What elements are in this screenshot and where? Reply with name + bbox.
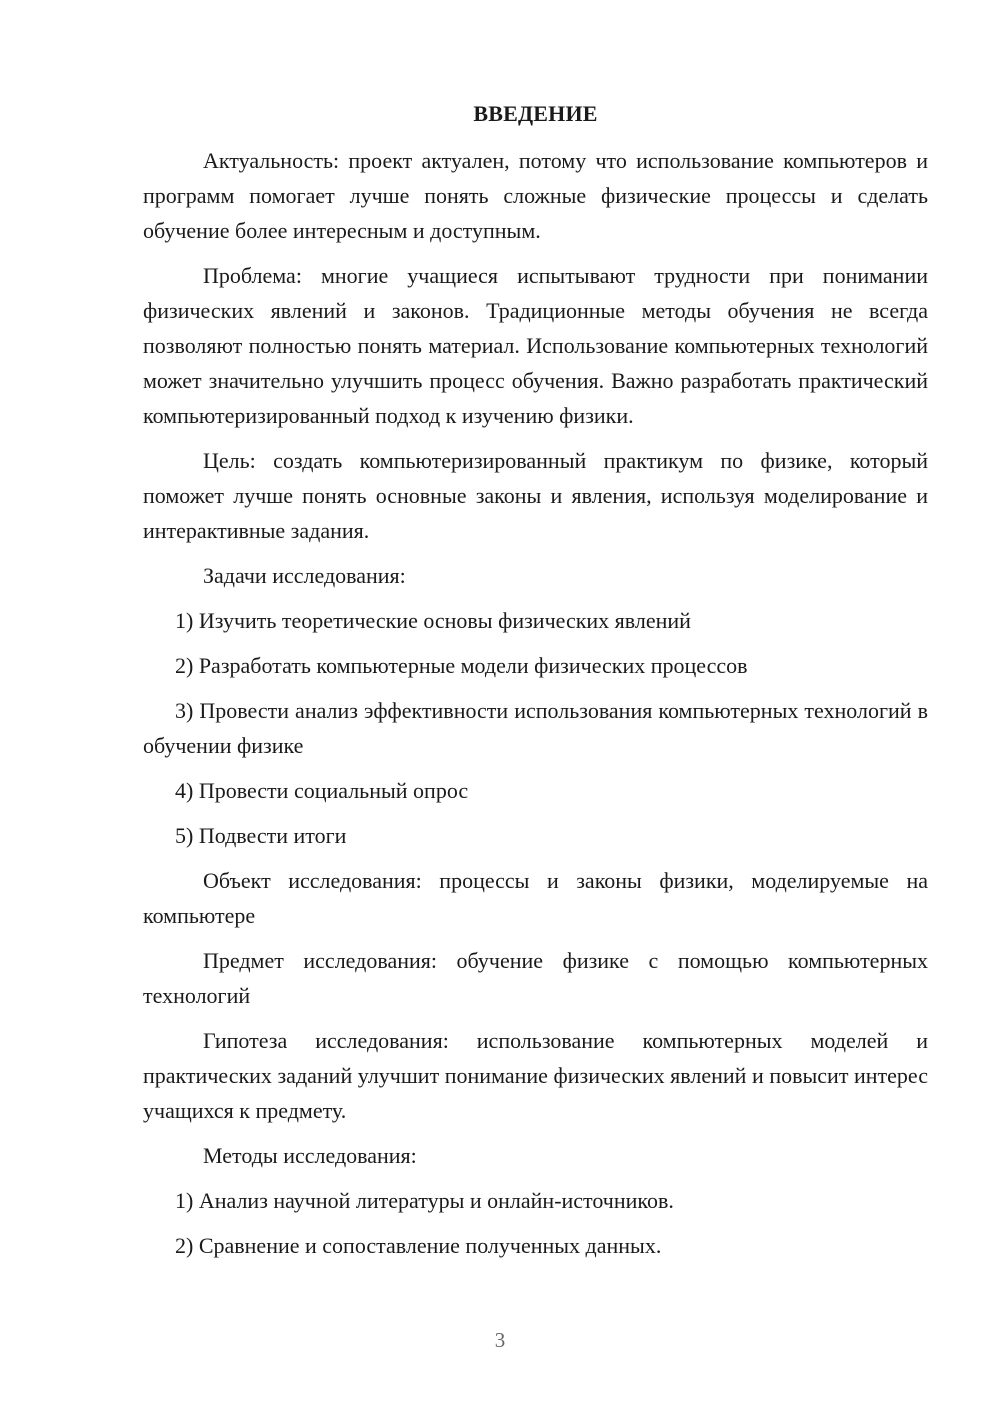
hypothesis-paragraph: Гипотеза исследования: использование компьютерных моделей и практических заданий улучшит понимание физических явлений и повысит интерес учащихся к предмету. <box>143 1028 928 1123</box>
task-item-4: 4) Провести социальный опрос <box>175 778 469 803</box>
method-item-2: 2) Сравнение и сопоставление полученных данных. <box>175 1233 662 1258</box>
methods-heading: Методы исследования: <box>203 1143 417 1168</box>
page-number: 3 <box>494 1328 506 1352</box>
goal-paragraph: Цель: создать компьютеризированный практикум по физике, который поможет лучше понять основные законы и явления, используя моделирование и интерактивные задания. <box>143 448 928 543</box>
task-item-5: 5) Подвести итоги <box>175 823 347 848</box>
task-item-3: 3) Провести анализ эффективности использования компьютерных технологий в обучении физике <box>143 698 928 758</box>
task-item-1: 1) Изучить теоретические основы физических явлений <box>175 608 691 633</box>
object-paragraph: Объект исследования: процессы и законы физики, моделируемые на компьютере <box>143 868 928 928</box>
section-title: ВВЕДЕНИЕ <box>473 101 598 126</box>
task-item-2: 2) Разработать компьютерные модели физических процессов <box>175 653 748 678</box>
relevance-paragraph: Актуальность: проект актуален, потому что использование компьютеров и программ помогает лучше понять сложные физические процессы и сделать обучение более интересным и доступным. <box>143 148 928 243</box>
subject-paragraph: Предмет исследования: обучение физике с помощью компьютерных технологий <box>143 948 928 1008</box>
tasks-heading: Задачи исследования: <box>203 563 406 588</box>
method-item-1: 1) Анализ научной литературы и онлайн-источников. <box>175 1188 674 1213</box>
page-content <box>143 96 928 1273</box>
problem-paragraph: Проблема: многие учащиеся испытывают трудности при понимании физических явлений и законов. Традиционные методы обучения не всегда позволяют полностью понять материал. Использование компьютерных технологий может значительно улучшить процесс обучения. Важно разработать практический компьютеризированный подход к изучению физики. <box>143 263 928 428</box>
